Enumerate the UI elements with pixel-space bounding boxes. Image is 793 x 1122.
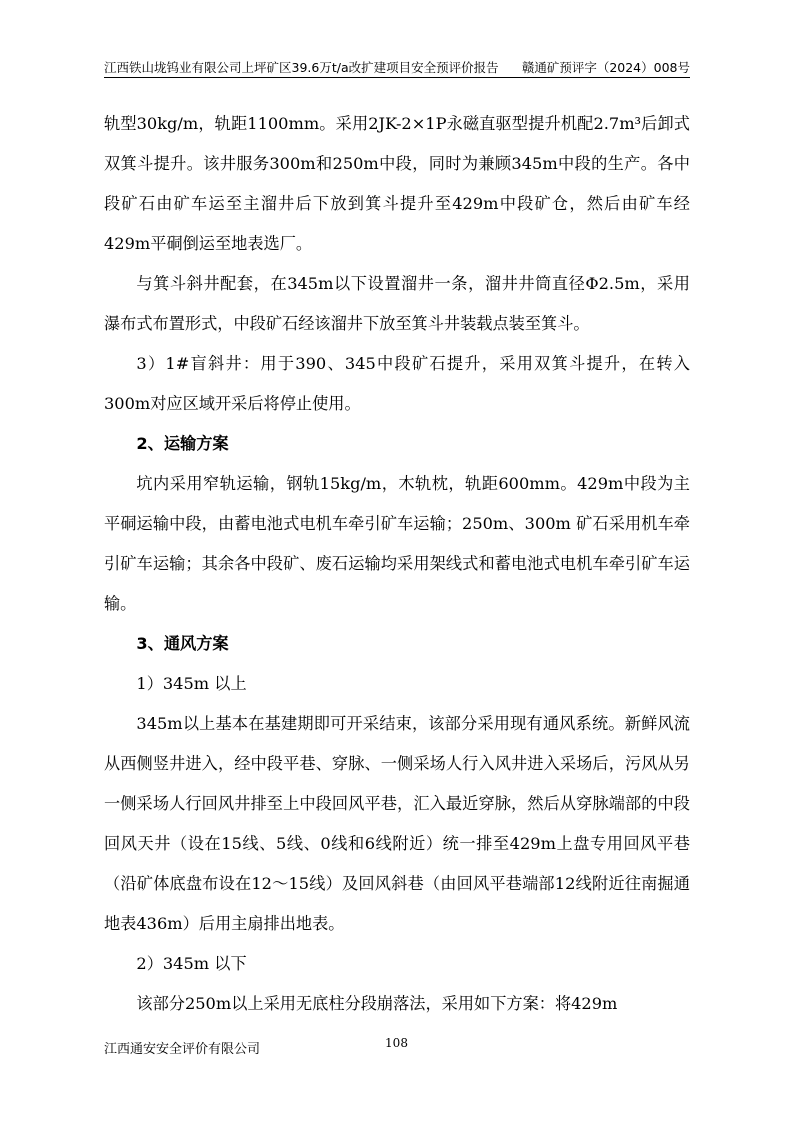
header-report-number: 赣通矿预评字（2024）008号	[521, 60, 690, 75]
subsection-label: 1）345m 以上	[136, 674, 247, 693]
header-report-title: 江西铁山垅钨业有限公司上坪矿区39.6万t/a改扩建项目安全预评价报告	[104, 60, 499, 75]
section-heading: 2、运输方案	[136, 434, 229, 453]
footer-company: 江西通安安全评价有限公司	[104, 1042, 261, 1057]
paragraph: 该部分250m以上采用无底柱分段崩落法，采用如下方案：将429m	[136, 994, 618, 1013]
paragraph: 与箕斗斜井配套，在345m以下设置溜井一条，溜井井筒直径Φ2.5m，采用瀑布式布置形式，中段矿石经该溜井下放至箕斗井装载点装至箕斗。	[104, 274, 690, 333]
page-number: 108	[385, 1036, 408, 1050]
paragraph: 3）1#盲斜井：用于390、345中段矿石提升，采用双箕斗提升，在转入300m对应区域开采后将停止使用。	[104, 354, 690, 413]
section-heading: 3、通风方案	[136, 634, 229, 653]
header-divider	[104, 77, 690, 78]
paragraph: 轨型30kg/m，轨距1100mm。采用2JK-2×1P永磁直驱型提升机配2.7m³后卸式双箕斗提升。该井服务300m和250m中段，同时为兼顾345m中段的生产。各中段矿石由矿车运至主溜井后下放到箕斗提升至429m中段矿仓，然后由矿车经429m平硐倒运至地表选厂。	[104, 114, 690, 253]
page-header	[104, 56, 690, 76]
document-body	[104, 104, 690, 1024]
subsection-label: 2）345m 以下	[136, 954, 247, 973]
paragraph: 坑内采用窄轨运输，钢轨15kg/m，木轨枕，轨距600mm。429m中段为主平硐运输中段，由蓄电池式电机车牵引矿车运输；250m、300m 矿石采用机车牵引矿车运输；其余各中段矿、废石运输均采用架线式和蓄电池式电机车牵引矿车运输。	[104, 474, 690, 613]
paragraph: 345m以上基本在基建期即可开采结束，该部分采用现有通风系统。新鲜风流从西侧竖井进入，经中段平巷、穿脉、一侧采场人行入风井进入采场后，污风从另一侧采场人行回风井排至上中段回风平巷，汇入最近穿脉，然后从穿脉端部的中段回风天井（设在15线、5线、0线和6线附近）统一排至429m上盘专用回风平巷（沿矿体底盘布设在12～15线）及回风斜巷（由回风平巷端部12线附近往南掘通地表436m）后用主扇排出地表。	[104, 714, 690, 933]
